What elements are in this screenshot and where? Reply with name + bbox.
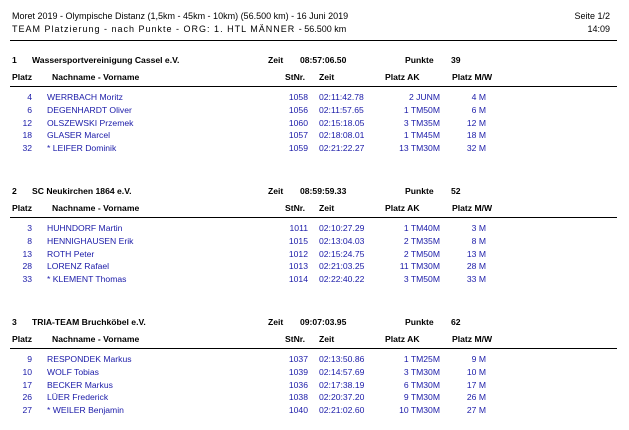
member-platz: 26 bbox=[22, 392, 32, 403]
table-row bbox=[0, 117, 629, 129]
member-zeit: 02:15:24.75 bbox=[319, 248, 365, 259]
member-platz-ak: 9 TM30M bbox=[403, 392, 440, 403]
member-stnr: 1038 bbox=[288, 392, 308, 403]
team-time: 08:59:59.33 bbox=[300, 186, 347, 196]
member-platz-mw: 27 M bbox=[466, 405, 486, 416]
team-time-label: Zeit bbox=[268, 186, 284, 196]
member-zeit: 02:21:03.25 bbox=[319, 261, 365, 272]
member-stnr: 1011 bbox=[289, 223, 308, 233]
table-row bbox=[0, 129, 629, 141]
member-platz-ak: 1 TM45M bbox=[403, 130, 440, 141]
table-row bbox=[0, 248, 629, 260]
member-zeit: 02:21:22.27 bbox=[319, 143, 365, 154]
col-zeit: Zeit bbox=[319, 334, 335, 344]
member-stnr: 1058 bbox=[288, 92, 308, 102]
team-points: 39 bbox=[451, 55, 461, 65]
team-header bbox=[0, 54, 629, 66]
team-name: Wassersportvereinigung Cassel e.V. bbox=[32, 55, 180, 65]
member-platz: 10 bbox=[22, 366, 32, 377]
col-name: Nachname - Vorname bbox=[52, 203, 140, 213]
member-platz: 8 bbox=[27, 235, 32, 246]
team-time-label: Zeit bbox=[268, 55, 284, 65]
member-name: GLASER Marcel bbox=[47, 130, 111, 141]
member-platz-mw: 32 M bbox=[466, 143, 486, 154]
col-platz-ak: Platz AK bbox=[385, 334, 420, 344]
member-name: DEGENHARDT Oliver bbox=[47, 104, 132, 115]
member-platz-ak: 3 TM30M bbox=[403, 366, 440, 377]
team-points: 52 bbox=[451, 186, 461, 196]
member-zeit: 02:20:37.20 bbox=[319, 392, 365, 403]
member-platz-mw: 17 M bbox=[466, 379, 486, 390]
member-zeit: 02:11:42.78 bbox=[319, 92, 364, 102]
member-platz: 12 bbox=[22, 117, 32, 128]
member-name: RESPONDEK Markus bbox=[47, 354, 132, 364]
member-platz: 3 bbox=[27, 223, 32, 233]
table-row bbox=[0, 235, 629, 247]
col-name: Nachname - Vorname bbox=[52, 334, 140, 344]
member-platz-ak: 11 TM30M bbox=[399, 261, 440, 272]
member-name: OLSZEWSKI Przemek bbox=[47, 117, 134, 128]
col-platz: Platz bbox=[12, 203, 33, 213]
member-name: * LEIFER Dominik bbox=[47, 143, 117, 154]
member-zeit: 02:10:27.29 bbox=[319, 223, 365, 233]
table-row bbox=[0, 142, 629, 154]
member-platz: 13 bbox=[22, 248, 32, 259]
col-platz: Platz bbox=[12, 334, 33, 344]
table-row bbox=[0, 104, 629, 116]
member-platz-ak: 2 JUNM bbox=[408, 92, 440, 102]
member-stnr: 1012 bbox=[288, 248, 308, 259]
member-platz-mw: 10 M bbox=[466, 366, 486, 377]
print-time: 14:09 bbox=[587, 24, 610, 34]
member-zeit: 02:21:02.60 bbox=[319, 405, 365, 416]
column-divider bbox=[10, 217, 617, 218]
member-platz-mw: 4 M bbox=[471, 92, 486, 102]
column-header bbox=[0, 333, 629, 345]
member-platz: 4 bbox=[27, 92, 32, 102]
member-platz-ak: 1 TM40M bbox=[403, 223, 440, 233]
team-header bbox=[0, 316, 629, 328]
table-row bbox=[0, 91, 629, 103]
col-platz-ak: Platz AK bbox=[385, 203, 420, 213]
member-platz-ak: 3 TM35M bbox=[403, 117, 440, 128]
header-divider bbox=[10, 40, 617, 41]
member-name: HENNIGHAUSEN Erik bbox=[47, 235, 134, 246]
member-zeit: 02:14:57.69 bbox=[319, 366, 365, 377]
team-rank: 3 bbox=[12, 317, 17, 327]
member-stnr: 1014 bbox=[288, 274, 308, 285]
member-platz-ak: 2 TM35M bbox=[403, 235, 440, 246]
col-platz: Platz bbox=[12, 72, 33, 82]
team-header bbox=[0, 185, 629, 197]
member-platz: 27 bbox=[22, 405, 32, 416]
col-name: Nachname - Vorname bbox=[52, 72, 140, 82]
member-platz: 28 bbox=[22, 261, 32, 272]
col-stnr: StNr. bbox=[285, 72, 306, 82]
team-time-label: Zeit bbox=[268, 317, 284, 327]
table-row bbox=[0, 273, 629, 285]
member-stnr: 1056 bbox=[288, 104, 308, 115]
member-platz: 33 bbox=[22, 274, 32, 285]
member-platz-ak: 1 TM50M bbox=[403, 104, 440, 115]
member-platz-mw: 13 M bbox=[466, 248, 486, 259]
member-stnr: 1060 bbox=[288, 117, 308, 128]
col-platz-mw: Platz M/W bbox=[452, 72, 493, 82]
col-platz-mw: Platz M/W bbox=[452, 334, 493, 344]
member-stnr: 1013 bbox=[288, 261, 308, 272]
member-zeit: 02:18:08.01 bbox=[319, 130, 365, 141]
member-zeit: 02:17:38.19 bbox=[319, 379, 365, 390]
member-platz: 9 bbox=[27, 354, 32, 364]
member-name: BECKER Markus bbox=[47, 379, 113, 390]
member-stnr: 1036 bbox=[288, 379, 308, 390]
table-row bbox=[0, 260, 629, 272]
member-name: WOLF Tobias bbox=[47, 366, 99, 377]
member-platz: 18 bbox=[22, 130, 32, 141]
member-platz-mw: 12 M bbox=[466, 117, 486, 128]
col-platz-ak: Platz AK bbox=[385, 72, 420, 82]
col-zeit: Zeit bbox=[319, 72, 335, 82]
team-name: TRIA-TEAM Bruchköbel e.V. bbox=[32, 317, 146, 327]
member-platz: 32 bbox=[22, 143, 32, 154]
team-time: 09:07:03.95 bbox=[300, 317, 347, 327]
member-name: ROTH Peter bbox=[47, 248, 95, 259]
member-name: LORENZ Rafael bbox=[47, 261, 110, 272]
member-platz-mw: 9 M bbox=[471, 354, 486, 364]
team-points-label: Punkte bbox=[405, 55, 434, 65]
team-points: 62 bbox=[451, 317, 461, 327]
member-platz-mw: 28 M bbox=[466, 261, 486, 272]
page-number: Seite 1/2 bbox=[574, 11, 610, 21]
column-header bbox=[0, 71, 629, 83]
document-title: Moret 2019 - Olympische Distanz (1,5km - 45km - 10km) (56.500 km) - 16 Juni 2019 bbox=[12, 11, 349, 21]
table-row bbox=[0, 379, 629, 391]
member-stnr: 1037 bbox=[288, 354, 308, 364]
member-zeit: 02:13:50.86 bbox=[319, 354, 365, 364]
member-stnr: 1015 bbox=[288, 235, 308, 246]
column-divider bbox=[10, 348, 617, 349]
column-divider bbox=[10, 86, 617, 87]
member-zeit: 02:13:04.03 bbox=[319, 235, 365, 246]
table-row bbox=[0, 391, 629, 403]
team-points-label: Punkte bbox=[405, 317, 434, 327]
table-row bbox=[0, 404, 629, 416]
col-stnr: StNr. bbox=[285, 334, 306, 344]
member-zeit: 02:22:40.22 bbox=[319, 274, 365, 285]
team-rank: 1 bbox=[12, 55, 17, 65]
member-stnr: 1057 bbox=[288, 130, 308, 141]
member-stnr: 1039 bbox=[288, 366, 308, 377]
member-platz-ak: 6 TM30M bbox=[403, 379, 440, 390]
team-rank: 2 bbox=[12, 186, 17, 196]
member-platz: 17 bbox=[22, 379, 32, 390]
member-platz: 6 bbox=[27, 104, 32, 115]
member-stnr: 1040 bbox=[288, 405, 308, 416]
member-platz-ak: 1 TM25M bbox=[403, 354, 440, 364]
member-platz-mw: 8 M bbox=[471, 235, 486, 246]
member-name: LÜER Frederick bbox=[47, 392, 109, 403]
col-platz-mw: Platz M/W bbox=[452, 203, 493, 213]
column-header bbox=[0, 202, 629, 214]
col-stnr: StNr. bbox=[285, 203, 306, 213]
document-subtitle bbox=[12, 24, 346, 34]
table-row bbox=[0, 366, 629, 378]
subtitle-left: TEAM Platzierung - nach Punkte - ORG: 1. HTL MÄNNER bbox=[12, 24, 296, 34]
member-platz-mw: 6 M bbox=[471, 104, 486, 115]
team-points-label: Punkte bbox=[405, 186, 434, 196]
member-platz-mw: 3 M bbox=[471, 223, 486, 233]
col-zeit: Zeit bbox=[319, 203, 335, 213]
member-zeit: 02:15:18.05 bbox=[319, 117, 365, 128]
member-platz-ak: 3 TM50M bbox=[403, 274, 440, 285]
member-zeit: 02:11:57.65 bbox=[319, 104, 364, 115]
team-name: SC Neukirchen 1864 e.V. bbox=[32, 186, 132, 196]
member-name: WERRBACH Moritz bbox=[47, 92, 123, 102]
team-time: 08:57:06.50 bbox=[300, 55, 347, 65]
member-platz-mw: 33 M bbox=[466, 274, 486, 285]
table-row bbox=[0, 222, 629, 234]
subtitle-right: - 56.500 km bbox=[298, 24, 347, 34]
member-platz-mw: 18 M bbox=[466, 130, 486, 141]
member-name: * WEILER Benjamin bbox=[47, 405, 124, 416]
table-row bbox=[0, 353, 629, 365]
member-stnr: 1059 bbox=[288, 143, 308, 154]
member-platz-ak: 10 TM30M bbox=[399, 405, 440, 416]
member-platz-ak: 13 TM30M bbox=[399, 143, 440, 154]
member-platz-mw: 26 M bbox=[466, 392, 486, 403]
member-platz-ak: 2 TM50M bbox=[403, 248, 440, 259]
member-name: HUHNDORF Martin bbox=[47, 223, 123, 233]
member-name: * KLEMENT Thomas bbox=[47, 274, 127, 285]
